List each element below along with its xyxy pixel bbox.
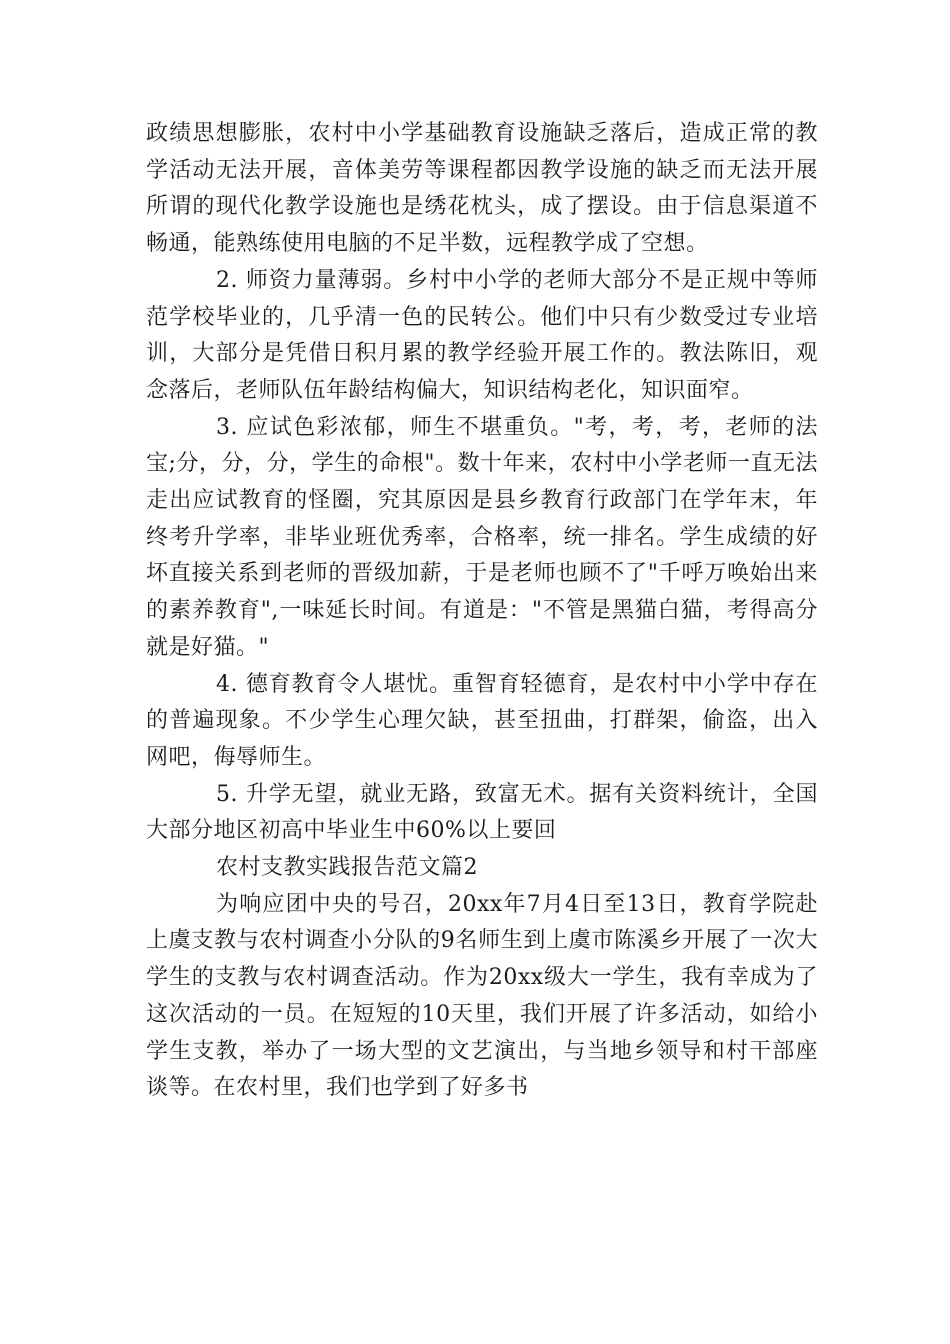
- paragraph-4: 4. 德育教育令人堪忧。重智育轻德育，是农村中小学中存在的普遍现象。不少学生心理欠缺，甚至扭曲，打群架，偷盗，出入网吧，侮辱师生。: [146, 671, 818, 770]
- section-heading: 农村支教实践报告范文篇2: [216, 855, 478, 881]
- paragraph-5: 5. 升学无望，就业无路，致富无术。据有关资料统计，全国大部分地区初高中毕业生中60%以上要回: [146, 781, 818, 844]
- paragraph-6: 为响应团中央的号召，20xx年7月4日至13日，教育学院赴上虞支教与农村调查小分队的9名师生到上虞市陈溪乡开展了一次大学生的支教与农村调查活动。作为20xx级大一学生，我有幸成为了这次活动的一员。在短短的10天里，我们开展了许多活动，如给小学生支教，举办了一场大型的文艺演出，与当地乡领导和村干部座谈等。在农村里，我们也学到了好多书: [146, 891, 818, 1101]
- paragraph-3: 3. 应试色彩浓郁，师生不堪重负。"考，考，考，老师的法宝;分，分，分，学生的命根"。数十年来，农村中小学老师一直无法走出应试教育的怪圈，究其原因是县乡教育行政部门在学年末，年终考升学率，非毕业班优秀率，合格率，统一排名。学生成绩的好坏直接关系到老师的晋级加薪，于是老师也顾不了"千呼万唤始出来的素养教育",一味延长时间。有道是："不管是黑猫白猫，考得高分就是好猫。": [146, 414, 818, 660]
- document-page: [146, 116, 818, 1107]
- paragraph-2: 2. 师资力量薄弱。乡村中小学的老师大部分不是正规中等师范学校毕业的，几乎清一色的民转公。他们中只有少数受过专业培训，大部分是凭借日积月累的教学经验开展工作的。教法陈旧，观念落后，老师队伍年龄结构偏大，知识结构老化，知识面窄。: [146, 267, 818, 403]
- paragraph-1: 政绩思想膨胀，农村中小学基础教育设施缺乏落后，造成正常的教学活动无法开展，音体美劳等课程都因教学设施的缺乏而无法开展所谓的现代化教学设施也是绣花枕头，成了摆设。由于信息渠道不畅通，能熟练使用电脑的不足半数，远程教学成了空想。: [146, 121, 818, 257]
